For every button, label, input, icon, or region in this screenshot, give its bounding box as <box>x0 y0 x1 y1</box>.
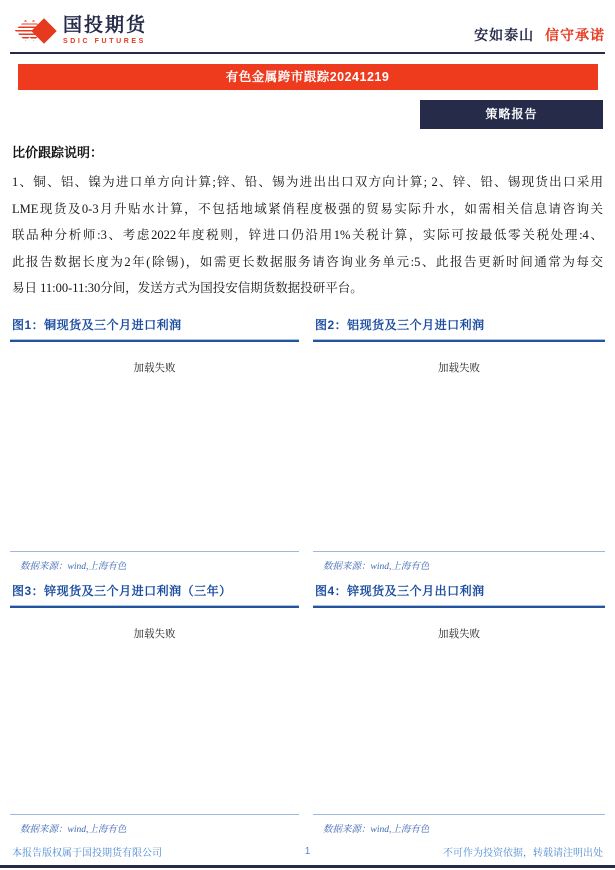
report-title-banner: 有色金属跨市跟踪20241219 <box>18 64 598 90</box>
brand-slogan <box>474 25 605 45</box>
chart-area <box>313 608 605 814</box>
notes-heading: 比价跟踪说明： <box>12 145 104 160</box>
data-source-caption: 数据来源：wind,上海有色 <box>20 561 127 572</box>
slogan-part-navy: 安如泰山 <box>474 27 535 43</box>
figure-title: 图1：铜现货及三个月进口利润 <box>12 317 182 332</box>
logo-diamonds-icon <box>18 22 53 40</box>
logo-name-en: SDIC FUTURES <box>63 38 146 45</box>
figures-grid <box>10 314 605 843</box>
figure-panel-1 <box>10 314 299 580</box>
footer-bottom-bar <box>0 865 615 868</box>
notes-line: LME现货及0-3月升贴水计算，不包括地域紧俏程度极强的贸易实际升水，如需相关信息请咨询关 <box>12 201 603 216</box>
report-type-badge: 策略报告 <box>420 100 603 129</box>
notes-line: 易日 11:00-11:30分间，发送方式为国投安信期货数据投研平台。 <box>12 281 363 296</box>
data-source-caption: 数据来源：wind,上海有色 <box>323 561 430 572</box>
slogan-part-red: 信守承诺 <box>545 27 605 43</box>
footer <box>12 844 603 859</box>
figure-title: 图2：铝现货及三个月进口利润 <box>315 317 485 332</box>
header <box>10 0 605 54</box>
notes-line: 此报告数据长度为2年(除锡)，如需更长数据服务请咨询业务单元:5、此报告更新时间通常为每交 <box>12 254 603 269</box>
chart-load-failed-placeholder: 加载失败 <box>438 362 480 374</box>
notes-line: 联品种分析师:3、考虑2022年度税则，锌进口仍沿用1%关税计算，实际可按最低零关税处理:4、 <box>12 228 603 243</box>
notes-line: 1、铜、铝、镍为进口单方向计算;锌、铅、锡为进出出口双方向计算; 2、锌、铅、锡现货出口采用 <box>12 175 603 189</box>
data-source-caption: 数据来源：wind,上海有色 <box>323 824 430 835</box>
figure-title: 图4：锌现货及三个月出口利润 <box>315 583 485 598</box>
figure-panel-2 <box>313 314 605 580</box>
logo-name-cn: 国投期货 <box>63 15 148 36</box>
figure-panel-3 <box>10 580 299 843</box>
footer-page-number: 1 <box>304 846 311 857</box>
company-logo <box>18 16 147 45</box>
chart-load-failed-placeholder: 加载失败 <box>133 362 176 374</box>
footer-copyright: 本报告版权属于国投期货有限公司 <box>12 848 162 859</box>
notes-section <box>12 142 603 302</box>
figure-title: 图3：锌现货及三个月进口利润（三年） <box>12 583 232 598</box>
footer-disclaimer: 不可作为投资依据，转载请注明出处 <box>443 848 603 859</box>
figure-panel-4 <box>313 580 605 843</box>
chart-area <box>10 342 299 551</box>
chart-area <box>313 342 605 551</box>
chart-area <box>10 608 299 814</box>
badge-row <box>0 100 615 129</box>
data-source-caption: 数据来源：wind,上海有色 <box>20 824 127 835</box>
chart-load-failed-placeholder: 加载失败 <box>438 628 480 640</box>
logo-text <box>63 16 147 45</box>
chart-load-failed-placeholder: 加载失败 <box>133 628 176 640</box>
